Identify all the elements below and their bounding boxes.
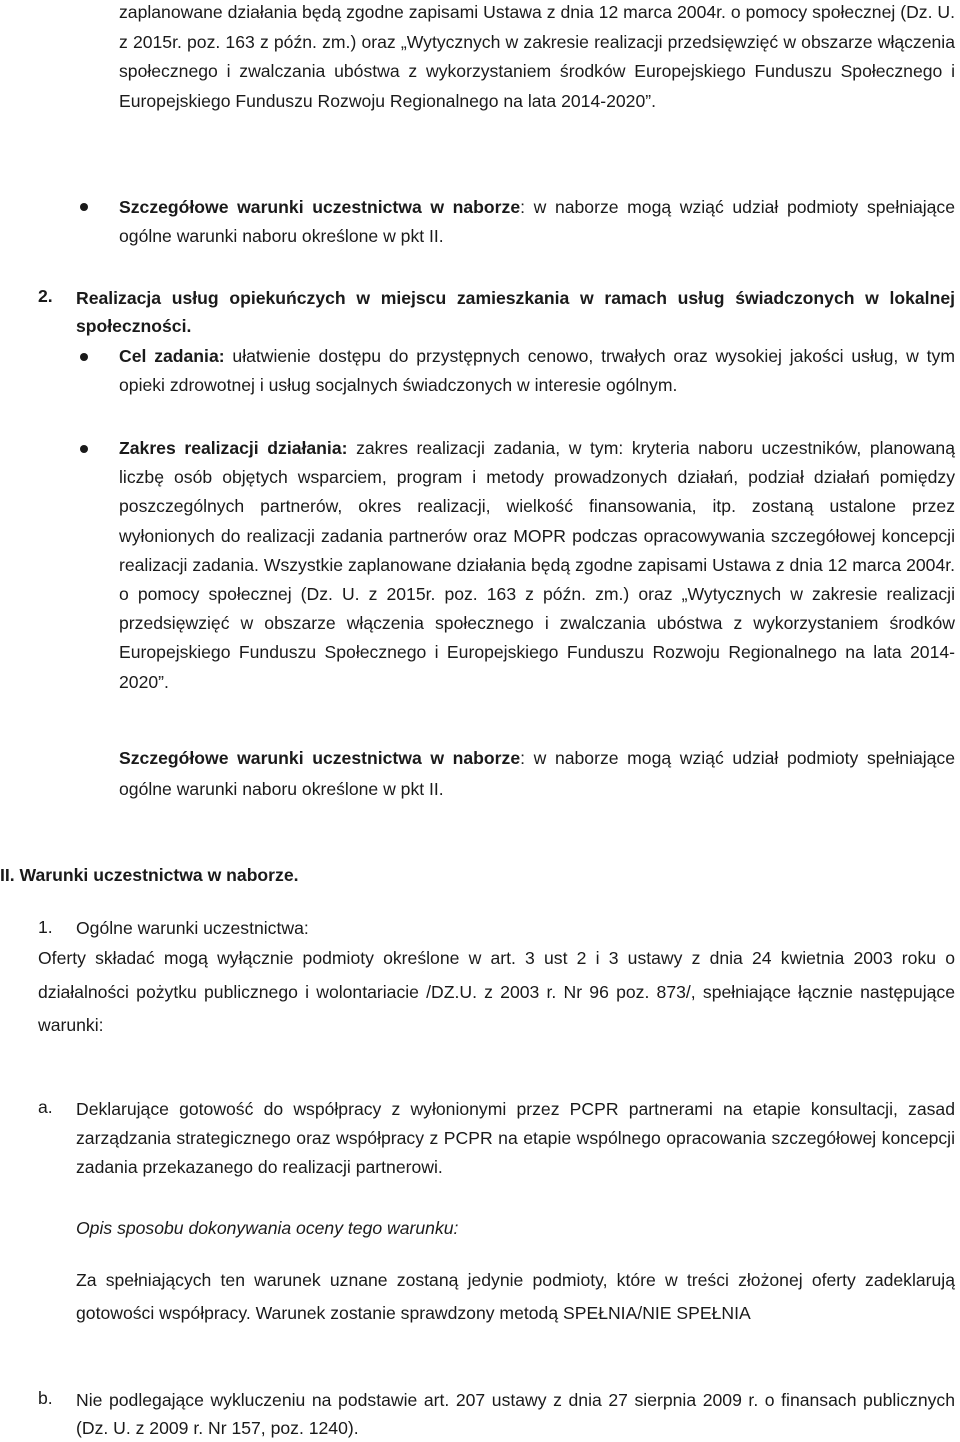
- paragraph-label: Szczegółowe warunki uczestnictwa w naborze: [119, 748, 521, 768]
- bullet-text: ułatwienie dostępu do przystępnych cenowo, trwałych oraz wysokiej jakości usług, w tym opieki zdrowotnej i usług socjalnych świadczonych w interesie ogólnym.: [119, 346, 955, 395]
- bullet-dot: [80, 353, 88, 361]
- bullet-label: Cel zadania:: [119, 346, 225, 366]
- section-II-heading: II. Warunki uczestnictwa w naborze.: [0, 865, 299, 885]
- paragraph-warunki-uczestnictwa: [119, 743, 955, 805]
- bullet-label: Zakres realizacji działania:: [119, 438, 348, 458]
- item-a-assessment-label: Opis sposobu dokonywania oceny tego warunku:: [76, 1218, 459, 1238]
- section-heading: Realizacja usług opiekuńczych w miejscu zamieszkania w ramach usług świadczonych w lokalnej społeczności.: [76, 288, 955, 336]
- bullet-label: Szczegółowe warunki uczestnictwa w naborze: [119, 197, 521, 217]
- item-b-text: Nie podlegające wykluczeniu na podstawie art. 207 ustawy z dnia 27 sierpnia 2009 r. o finansach publicznych (Dz. U. z 2009 r. Nr 157, poz. 1240).: [76, 1390, 955, 1438]
- bullet-cel-zadania: [119, 342, 955, 400]
- item-a-text: Deklarujące gotowość do współpracy z wyłonionymi przez PCPR partnerami na etapie konsultacji, zasad zarządzania strategicznego oraz współpracy z PCPR na etapie wspólnego opracowania szczegółowej koncepcji zadania przekazanego do realizacji partnerowi.: [76, 1099, 955, 1177]
- bullet-warunki-uczestnictwa: [119, 193, 955, 251]
- paragraph-text: : w naborze mogą wziąć udział podmioty spełniające ogólne warunki naboru określone w pkt II.: [119, 748, 955, 799]
- list-marker-b: b.: [38, 1388, 53, 1408]
- general-conditions-title: Ogólne warunki uczestnictwa:: [76, 918, 309, 938]
- bullet-text: : w naborze mogą wziąć udział podmioty spełniające ogólne warunki naboru określone w pkt II.: [119, 197, 955, 246]
- top-paragraph: zaplanowane działania będą zgodne zapisami Ustawa z dnia 12 marca 2004r. o pomocy społecznej (Dz. U. z 2015r. poz. 163 z późn. zm.) oraz „Wytycznych w zakresie realizacji przedsięwzięć w obszarze włączenia społecznego i zwalczania ubóstwa z wykorzystaniem środków Europejskiego Funduszu Społecznego i Europejskiego Funduszu Rozwoju Regionalnego na lata 2014-2020”.: [119, 2, 955, 111]
- item-a-assessment-text: Za spełniających ten warunek uznane zostaną jedynie podmioty, które w treści złożonej oferty zadeklarują gotowości współpracy. Warunek zostanie sprawdzony metodą SPEŁNIA/NIE SPEŁNIA: [76, 1270, 955, 1323]
- bullet-dot: [80, 445, 88, 453]
- section-number: 2.: [38, 286, 53, 306]
- bullet-text: zakres realizacji zadania, w tym: kryteria naboru uczestników, planowaną liczbę osób objętych wsparciem, program i metody prowadzonych działań, podział działań pomiędzy poszczególnych partnerów, okres realizacji, wielkość finansowania, itp. zostaną ustalone przez wyłonionych do realizacji zadania partnerów oraz MOPR podczas opracowywania szczegółowej koncepcji realizacji zadania. Wszystkie zaplanowane działania będą zgodne zapisami Ustawa z dnia 12 marca 2004r. o pomocy społecznej (Dz. U. z 2015r. poz. 163 z późn. zm.) oraz „Wytycznych w zakresie realizacji przedsięwzięć w obszarze włączenia społecznego i zwalczania ubóstwa z wykorzystaniem środków Europejskiego Funduszu Społecznego i Europejskiego Funduszu Rozwoju Regionalnego na lata 2014-2020”.: [119, 438, 955, 692]
- general-conditions-text: Oferty składać mogą wyłącznie podmioty określone w art. 3 ust 2 i 3 ustawy z dnia 24 kwietnia 2003 roku o działalności pożytku publicznego i wolontariacie /DZ.U. z 2003 r. Nr 96 poz. 873/, spełniające łącznie następujące warunki:: [38, 948, 955, 1035]
- bullet-dot: [80, 203, 88, 211]
- bullet-zakres-realizacji: [119, 434, 955, 697]
- list-number: 1.: [38, 917, 53, 937]
- list-marker-a: a.: [38, 1097, 53, 1117]
